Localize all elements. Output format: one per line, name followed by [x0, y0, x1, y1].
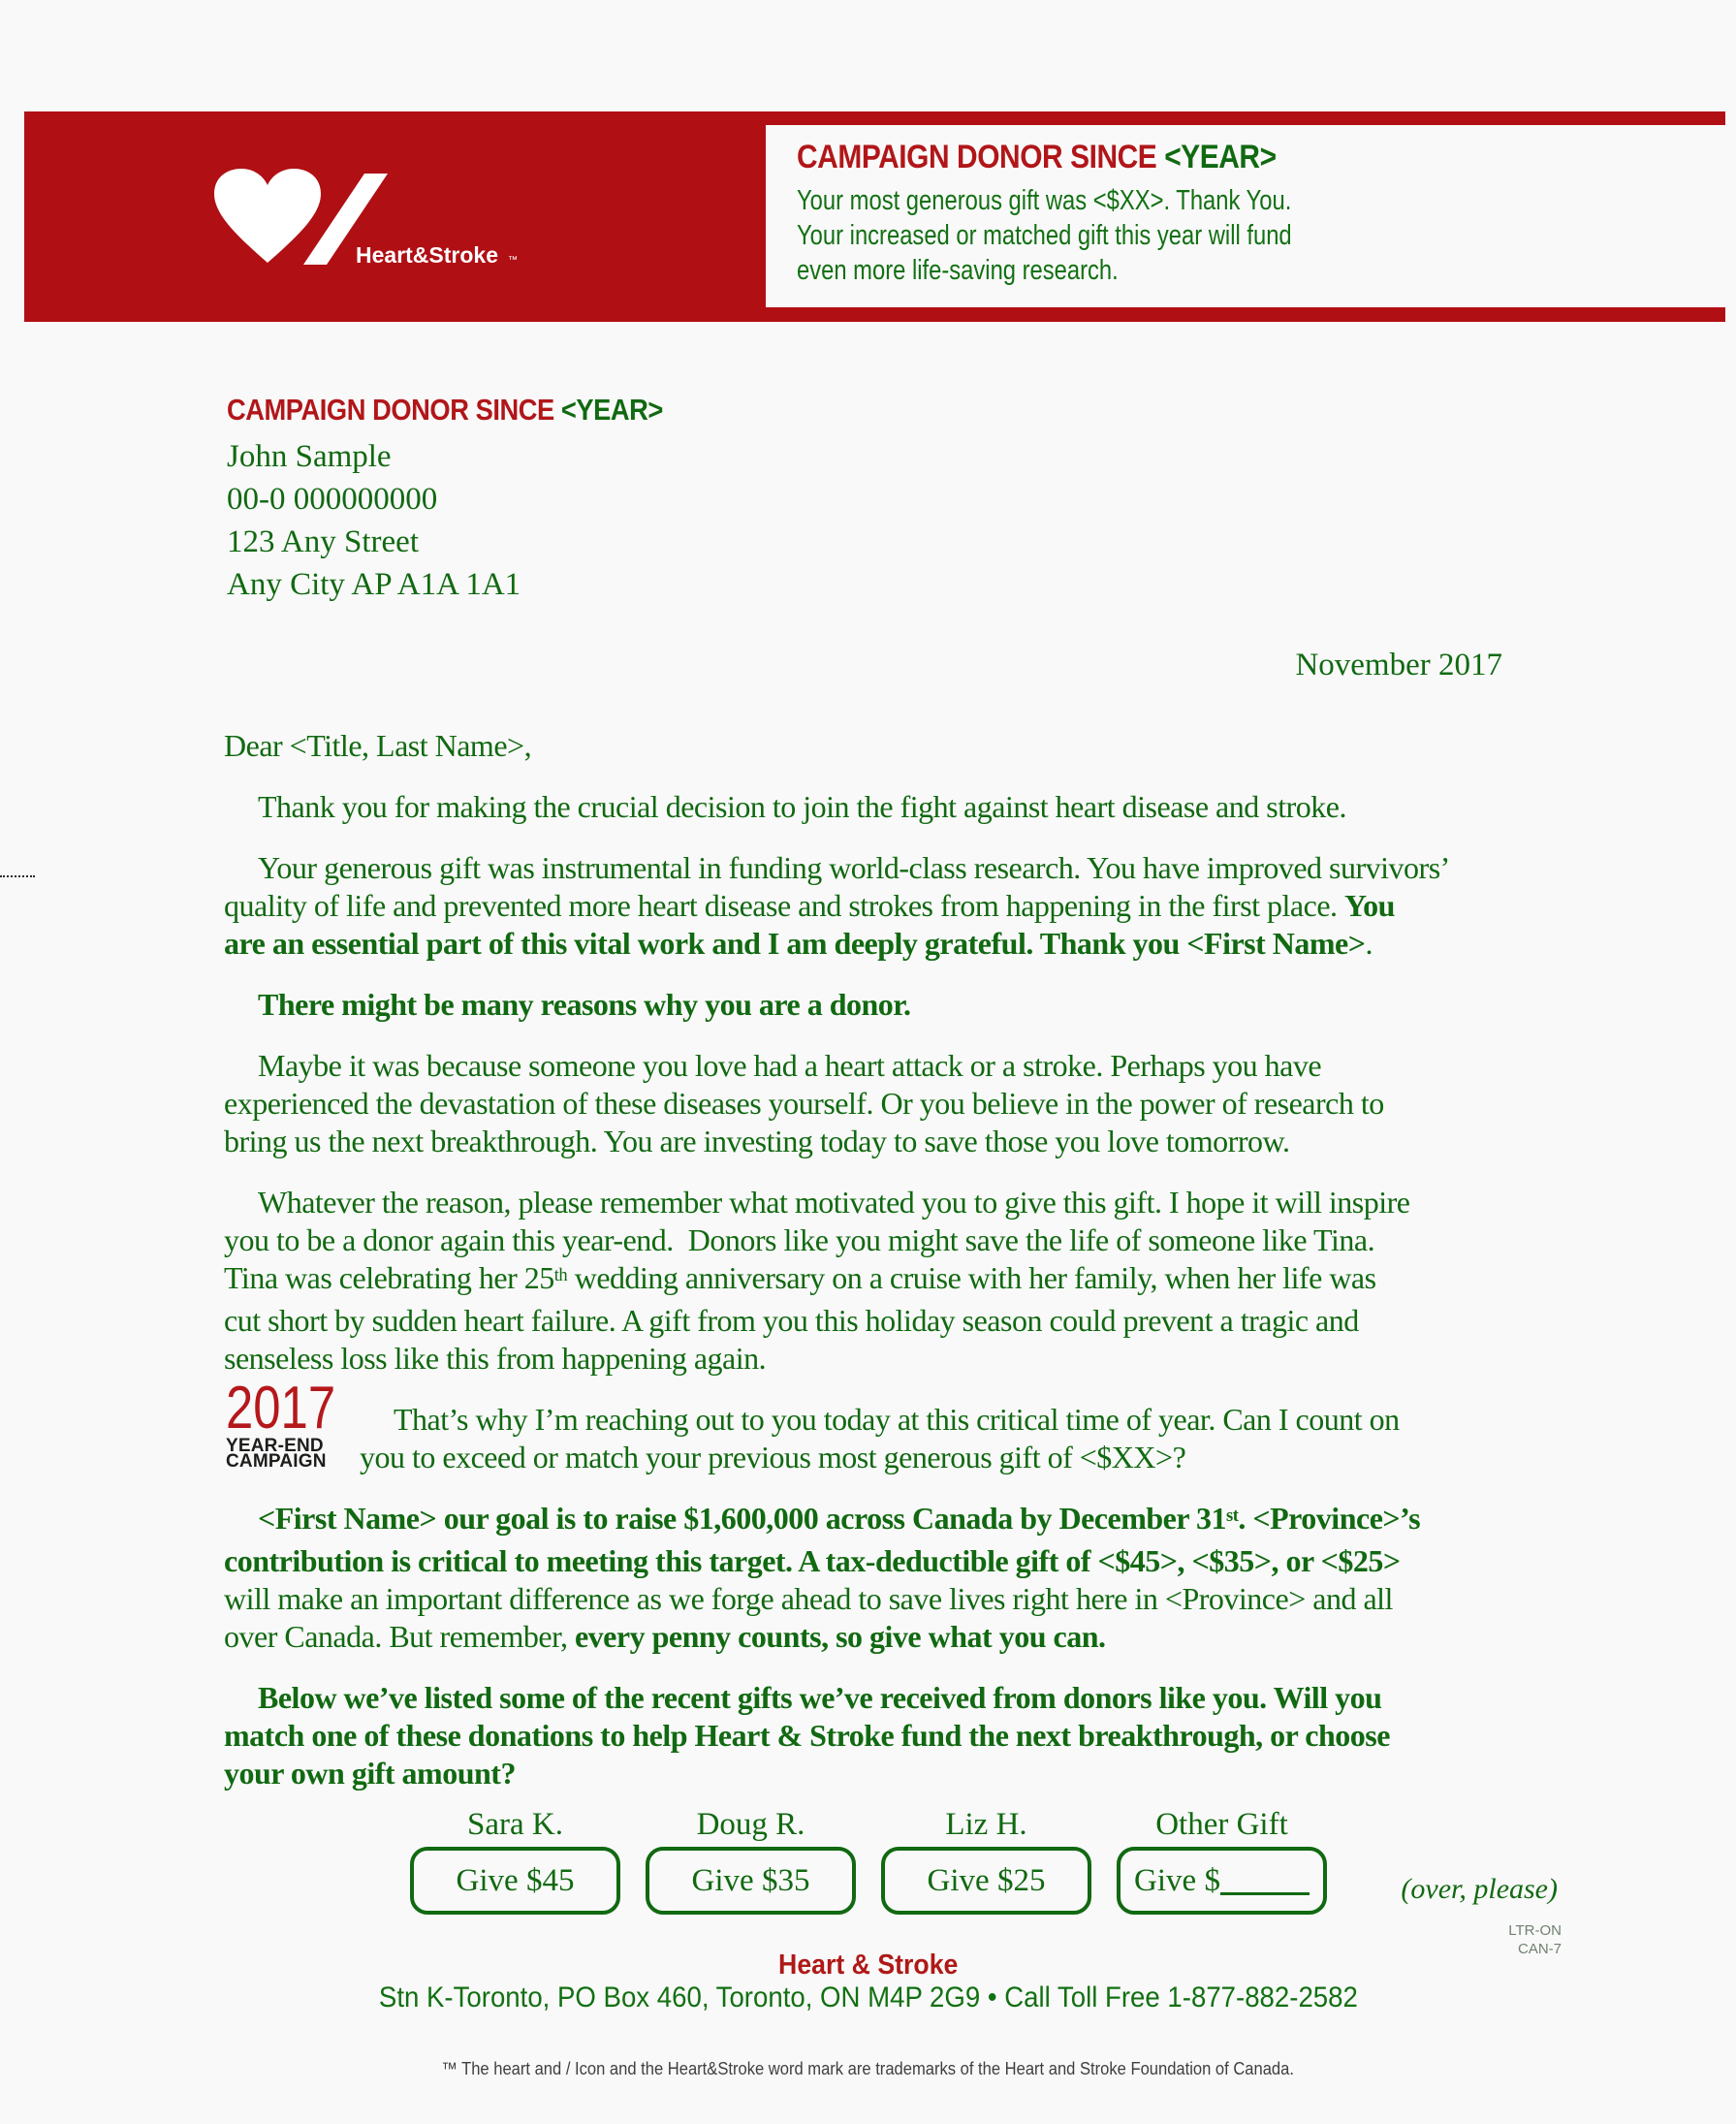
recipient-header-text: CAMPAIGN DONOR SINCE [227, 393, 554, 427]
amount-blank-line[interactable] [1220, 1867, 1310, 1895]
footer-address [0, 1981, 1736, 2014]
paragraph-8: Below we’ve listed some of the recent gifts we’ve received from donors like you. Will you match one of these donations to help Heart & Stroke fund the next breakthrough, or choose your own gift amount? [224, 1680, 1390, 1791]
letter-date: November 2017 [1295, 648, 1502, 682]
footer-trademark [0, 2057, 1736, 2080]
gift-column-other [1117, 1809, 1327, 1915]
brand-wordmark: Heart&Stroke [356, 242, 498, 268]
give-45-button[interactable]: Give $45 [410, 1847, 620, 1915]
campaign-subtitle-line1: YEAR-END [226, 1436, 324, 1456]
give-25-button[interactable]: Give $25 [881, 1847, 1091, 1915]
gift-options [410, 1809, 1327, 1915]
recipient-name: John Sample [227, 439, 392, 474]
recipient-header-year: <YEAR> [553, 393, 663, 427]
footer-address-text: Stn K-Toronto, PO Box 460, Toronto, ON M4P 2G9 • Call Toll Free 1-877-882-2582 [378, 1981, 1358, 2013]
footer-trademark-text: ™ The heart and / Icon and the Heart&Stroke word mark are trademarks of the Heart and Stroke Foundation of Canada. [441, 2059, 1295, 2078]
gift-donor-label: Doug R. [696, 1807, 805, 1842]
campaign-subtitle-line2: CAMPAIGN [226, 1451, 327, 1472]
footer-org-text: Heart & Stroke [777, 1950, 959, 1981]
gift-column-liz [881, 1809, 1091, 1915]
recipient-address [227, 435, 722, 606]
paragraph-7: <First Name> our goal is to raise $1,600,000 across Canada by December 31st. <Province>’s contribution is critical to meeting this target. A tax-deductible gift of <$45>, <$35>, or <$25> will make an important difference as we forge ahead to save lives right here in <Province> and all over Canada. But remember, every penny counts, so give what you can. [224, 1501, 1421, 1654]
campaign-logo [226, 1375, 360, 1472]
trademark-symbol: ™ [508, 255, 518, 266]
masthead-banner [24, 111, 1725, 322]
banner-message [797, 183, 1725, 288]
recipient-city: Any City AP A1A 1A1 [227, 567, 521, 602]
campaign-year: 2017 [226, 1375, 336, 1442]
gift-donor-label: Other Gift [1155, 1807, 1288, 1842]
donor-message-card [766, 125, 1725, 307]
banner-message-line: Your increased or matched gift this year will fund [797, 220, 1292, 251]
fold-mark [0, 875, 35, 877]
gift-donor-label: Sara K. [467, 1807, 563, 1842]
over-please-note: (over, please) [1401, 1873, 1558, 1905]
banner-message-line: even more life-saving research. [797, 255, 1119, 286]
paragraph-4: Maybe it was because someone you love had a heart attack or a stroke. Perhaps you have experienced the devastation of these diseases yourself. Or you believe in the power of research to bring us the next breakthrough. You are investing today to save those you love tomorrow. [224, 1048, 1384, 1158]
give-35-button[interactable]: Give $35 [646, 1847, 856, 1915]
recipient-street: 123 Any Street [227, 524, 419, 559]
heart-and-stroke-logo [208, 165, 543, 286]
gift-donor-label: Liz H. [945, 1807, 1027, 1842]
form-code-can: CAN-7 [1517, 1941, 1562, 1957]
recipient-header [227, 395, 722, 426]
banner-title-text: CAMPAIGN DONOR SINCE [797, 139, 1157, 175]
give-other-label: Give $ [1134, 1862, 1220, 1898]
letter-body [224, 727, 1517, 1816]
recipient-id: 00-0 000000000 [227, 482, 438, 517]
salutation: Dear <Title, Last Name>, [224, 728, 532, 763]
footer-org [0, 1950, 1736, 1980]
paragraph-3: There might be many reasons why you are a donor. [258, 987, 911, 1022]
banner-title [797, 141, 1725, 174]
paragraph-6: That’s why I’m reaching out to you today at this critical time of year. Can I count on you to exceed or match your previous most generous gift of <$XX>? [360, 1402, 1400, 1474]
gift-column-sara [410, 1809, 620, 1915]
paragraph-5: Whatever the reason, please remember what motivated you to give this gift. I hope it will inspire you to be a donor again this year-end. Donors like you might save the life of someone like Tina. Tina was celebrating her 25th wedding anniversary on a cruise with her family, when her life was cut short by sudden heart failure. A gift from you this holiday season could prevent a tragic and senseless loss like this from happening again. [224, 1185, 1410, 1376]
banner-title-year: <YEAR> [1156, 139, 1277, 175]
form-code-ltr: LTR-ON [1508, 1922, 1562, 1939]
recipient-block [227, 395, 722, 606]
paragraph-1: Thank you for making the crucial decision to join the fight against heart disease and stroke. [258, 789, 1346, 824]
heart-icon [214, 169, 321, 263]
paragraph-2: Your generous gift was instrumental in funding world-class research. You have improved survivors’ quality of life and prevented more heart disease and strokes from happening in the first place. You are an essential part of this vital work and I am deeply grateful. Thank you <First Name>. [224, 850, 1450, 961]
banner-message-line: Your most generous gift was <$XX>. Thank You. [797, 185, 1292, 216]
gift-column-doug [646, 1809, 856, 1915]
campaign-subtitle [226, 1436, 360, 1472]
give-other-button[interactable] [1117, 1847, 1327, 1915]
